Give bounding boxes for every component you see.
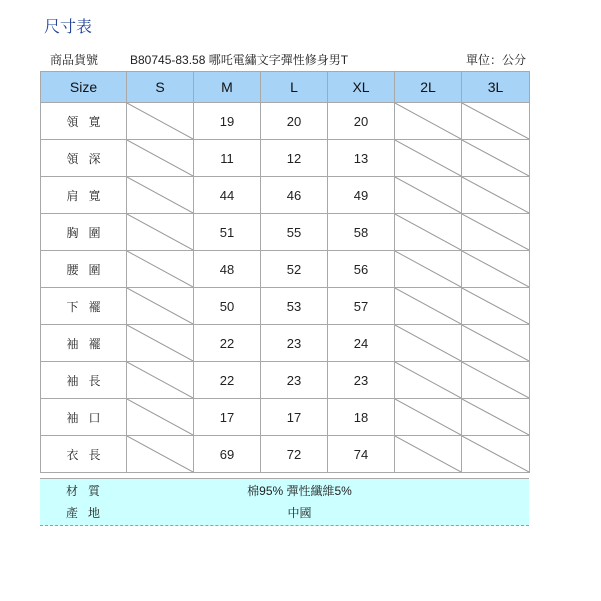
diagonal-slash-icon <box>462 251 529 287</box>
measurement-cell: 23 <box>328 362 395 399</box>
not-available-cell <box>462 251 530 288</box>
diagonal-slash-icon <box>395 214 461 250</box>
diagonal-slash-icon <box>395 251 461 287</box>
origin-row <box>40 502 529 524</box>
diagonal-slash-icon <box>395 140 461 176</box>
table-row <box>41 362 530 399</box>
not-available-cell <box>395 103 462 140</box>
diagonal-slash-icon <box>127 103 193 139</box>
diagonal-slash-icon <box>462 362 529 398</box>
measurement-cell: 20 <box>328 103 395 140</box>
diagonal-slash-icon <box>127 288 193 324</box>
not-available-cell <box>462 103 530 140</box>
measurement-cell: 58 <box>328 214 395 251</box>
not-available-cell <box>462 288 530 325</box>
material-row <box>40 480 529 502</box>
diagonal-slash-icon <box>462 103 529 139</box>
not-available-cell <box>395 288 462 325</box>
row-label: 胸圍 <box>41 214 127 251</box>
measurement-cell: 22 <box>194 325 261 362</box>
not-available-cell <box>395 325 462 362</box>
not-available-cell <box>395 362 462 399</box>
diagonal-slash-icon <box>395 436 461 472</box>
product-code: B80745-83.58 哪吒電繡文字彈性修身男T <box>130 53 349 67</box>
header-row <box>41 72 530 103</box>
not-available-cell <box>127 325 194 362</box>
row-label: 下襬 <box>41 288 127 325</box>
measurement-cell: 12 <box>261 140 328 177</box>
not-available-cell <box>127 251 194 288</box>
not-available-cell <box>127 436 194 473</box>
row-label: 領深 <box>41 140 127 177</box>
measurement-cell: 52 <box>261 251 328 288</box>
diagonal-slash-icon <box>127 251 193 287</box>
material-value: 棉95% 彈性纖維5% <box>247 484 352 498</box>
not-available-cell <box>395 214 462 251</box>
row-label: 袖長 <box>41 362 127 399</box>
table-row <box>41 325 530 362</box>
measurement-cell: 48 <box>194 251 261 288</box>
row-label: 袖口 <box>41 399 127 436</box>
not-available-cell <box>462 362 530 399</box>
diagonal-slash-icon <box>462 177 529 213</box>
measurement-cell: 46 <box>261 177 328 214</box>
header-xl: XL <box>328 72 395 103</box>
material-label: 材質 <box>66 484 111 498</box>
table-row <box>41 399 530 436</box>
diagonal-slash-icon <box>395 288 461 324</box>
not-available-cell <box>127 103 194 140</box>
table-row <box>41 214 530 251</box>
row-label: 腰圍 <box>41 251 127 288</box>
not-available-cell <box>462 325 530 362</box>
not-available-cell <box>127 288 194 325</box>
measurement-cell: 53 <box>261 288 328 325</box>
measurement-cell: 23 <box>261 362 328 399</box>
table-row <box>41 436 530 473</box>
measurement-cell: 23 <box>261 325 328 362</box>
diagonal-slash-icon <box>462 288 529 324</box>
measurement-cell: 72 <box>261 436 328 473</box>
origin-value: 中國 <box>287 506 312 520</box>
diagonal-slash-icon <box>127 177 193 213</box>
measurement-cell: 51 <box>194 214 261 251</box>
not-available-cell <box>462 436 530 473</box>
measurement-cell: 17 <box>194 399 261 436</box>
not-available-cell <box>462 399 530 436</box>
measurement-cell: 22 <box>194 362 261 399</box>
not-available-cell <box>127 214 194 251</box>
measurement-cell: 56 <box>328 251 395 288</box>
measurement-cell: 13 <box>328 140 395 177</box>
row-label: 領寬 <box>41 103 127 140</box>
diagonal-slash-icon <box>462 399 529 435</box>
measurement-cell: 17 <box>261 399 328 436</box>
measurement-cell: 69 <box>194 436 261 473</box>
diagonal-slash-icon <box>395 103 461 139</box>
not-available-cell <box>395 177 462 214</box>
not-available-cell <box>127 399 194 436</box>
not-available-cell <box>127 140 194 177</box>
header-2l: 2L <box>395 72 462 103</box>
table-row <box>41 288 530 325</box>
origin-label: 產地 <box>66 506 111 520</box>
row-label: 袖襬 <box>41 325 127 362</box>
header-size: Size <box>41 72 127 103</box>
diagonal-slash-icon <box>462 436 529 472</box>
header-m: M <box>194 72 261 103</box>
measurement-cell: 24 <box>328 325 395 362</box>
diagonal-slash-icon <box>127 214 193 250</box>
table-row <box>41 103 530 140</box>
unit-label: 單位：公分 <box>465 53 526 67</box>
diagonal-slash-icon <box>395 399 461 435</box>
material-box <box>40 478 529 526</box>
product-code-label: 商品貨號 <box>50 53 99 67</box>
table-row <box>41 251 530 288</box>
diagonal-slash-icon <box>127 399 193 435</box>
header-3l: 3L <box>462 72 530 103</box>
measurement-cell: 19 <box>194 103 261 140</box>
diagonal-slash-icon <box>395 177 461 213</box>
header-l: L <box>261 72 328 103</box>
not-available-cell <box>462 177 530 214</box>
not-available-cell <box>395 140 462 177</box>
diagonal-slash-icon <box>462 325 529 361</box>
product-info <box>40 50 528 70</box>
measurement-cell: 11 <box>194 140 261 177</box>
header-s: S <box>127 72 194 103</box>
row-label: 肩寬 <box>41 177 127 214</box>
measurement-cell: 20 <box>261 103 328 140</box>
measurement-cell: 74 <box>328 436 395 473</box>
not-available-cell <box>462 140 530 177</box>
diagonal-slash-icon <box>395 362 461 398</box>
row-label: 衣長 <box>41 436 127 473</box>
diagonal-slash-icon <box>127 436 193 472</box>
measurement-cell: 55 <box>261 214 328 251</box>
measurement-cell: 44 <box>194 177 261 214</box>
diagonal-slash-icon <box>127 362 193 398</box>
diagonal-slash-icon <box>127 140 193 176</box>
diagonal-slash-icon <box>462 140 529 176</box>
not-available-cell <box>127 177 194 214</box>
measurement-cell: 50 <box>194 288 261 325</box>
diagonal-slash-icon <box>127 325 193 361</box>
size-table <box>40 71 530 473</box>
not-available-cell <box>395 436 462 473</box>
table-row <box>41 140 530 177</box>
measurement-cell: 18 <box>328 399 395 436</box>
not-available-cell <box>462 214 530 251</box>
diagonal-slash-icon <box>395 325 461 361</box>
not-available-cell <box>395 251 462 288</box>
measurement-cell: 49 <box>328 177 395 214</box>
table-row <box>41 177 530 214</box>
not-available-cell <box>127 362 194 399</box>
not-available-cell <box>395 399 462 436</box>
measurement-cell: 57 <box>328 288 395 325</box>
diagonal-slash-icon <box>462 214 529 250</box>
page-title: 尺寸表 <box>44 19 93 36</box>
